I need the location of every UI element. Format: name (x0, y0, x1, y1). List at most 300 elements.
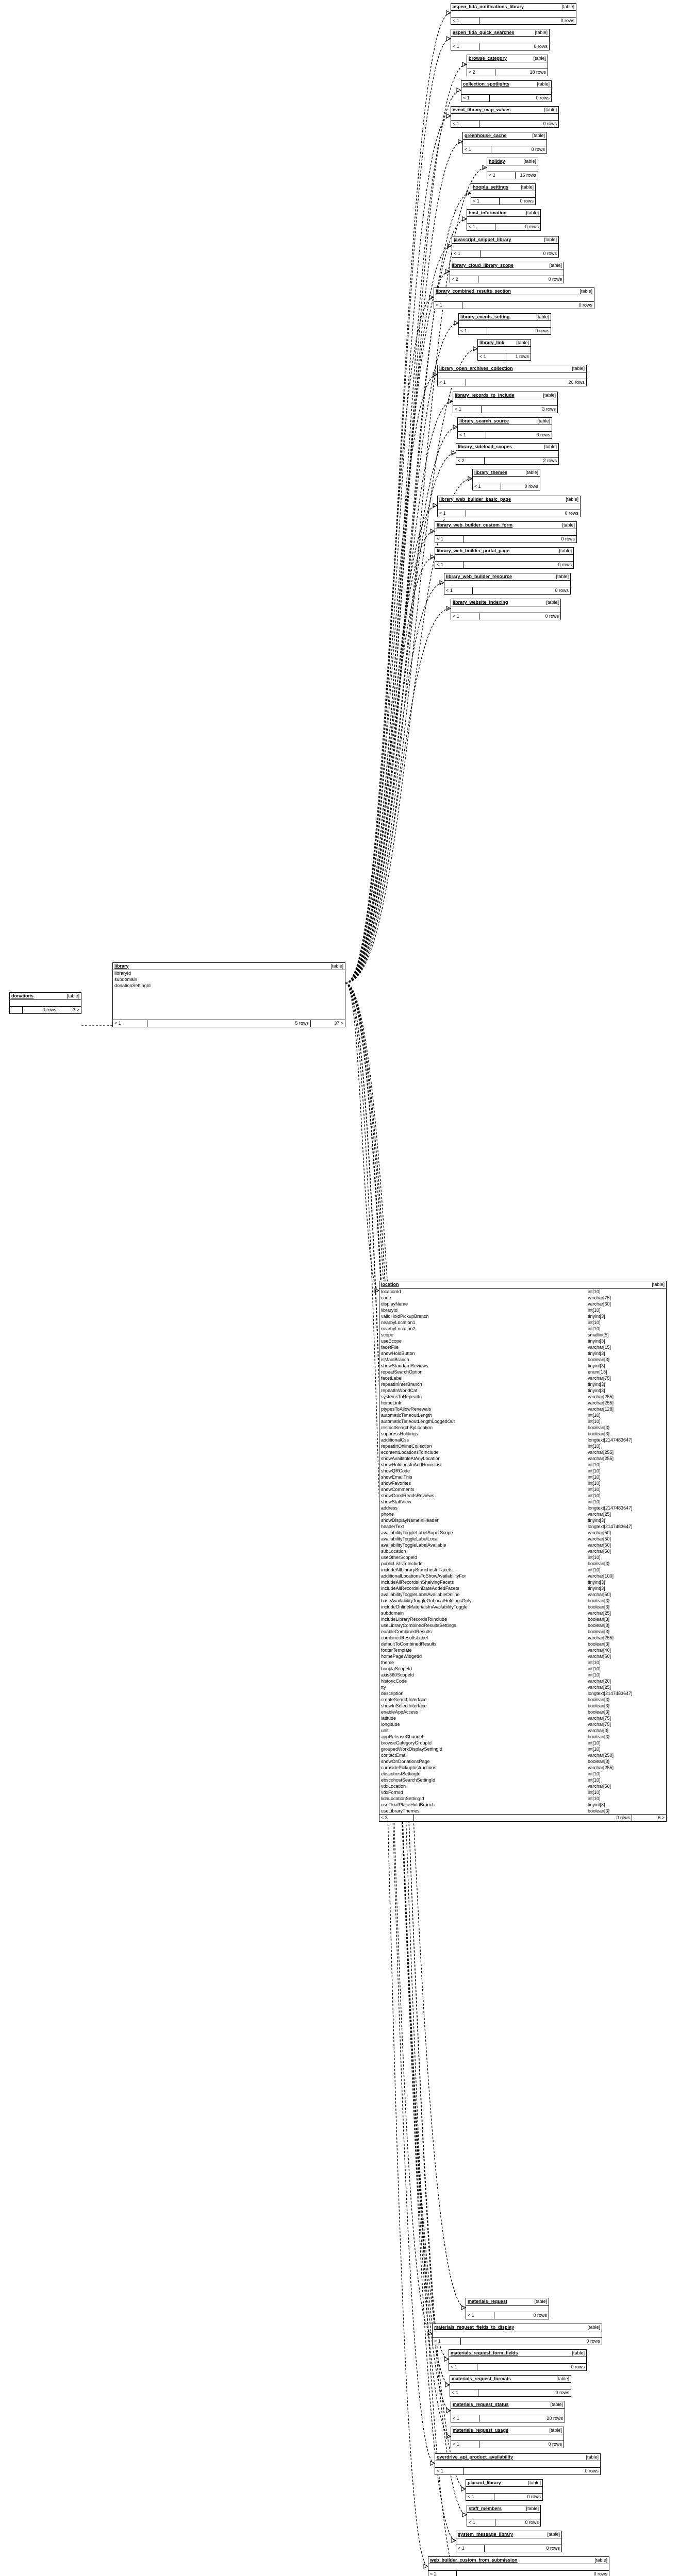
parent-count: 3 > (73, 1007, 79, 1012)
column-name: repeatInInterBranch (381, 1382, 422, 1387)
column-placeholder (453, 399, 557, 405)
column-type: tinyint[3] (588, 1586, 605, 1591)
column-row (379, 1387, 666, 1394)
column-type: varchar[50] (588, 1592, 611, 1597)
column-type: varchar[50] (588, 1654, 611, 1659)
column-name: showComments (381, 1487, 415, 1492)
column-row (478, 347, 531, 353)
table-name[interactable]: library_web_builder_basic_page (439, 497, 511, 502)
column-name: ptypesToAllowRenewals (381, 1406, 432, 1412)
column-name: facetLabel (381, 1376, 403, 1381)
column-row (379, 1295, 666, 1301)
table-name[interactable]: web_builder_custom_from_submission (430, 2557, 518, 2563)
column-type: boolean[3] (588, 1431, 610, 1436)
column-name: appReleaseChannel (381, 1734, 423, 1739)
column-type: boolean[3] (588, 1617, 610, 1622)
column-row (379, 1647, 666, 1653)
table-materials_request_formats[interactable] (450, 2375, 571, 2397)
table-tag: [table] (532, 133, 545, 138)
table-header (451, 4, 576, 11)
library-header (113, 963, 345, 970)
column-row (459, 321, 551, 327)
table-materials_request[interactable] (466, 2298, 549, 2319)
column-type: tinyint[3] (588, 1314, 605, 1319)
column-row (451, 2409, 565, 2415)
column-row (379, 1400, 666, 1406)
column-row (449, 2357, 586, 2363)
child-count: < 1 (467, 2519, 495, 2526)
column-type: varchar[25] (588, 1512, 611, 1517)
column-row (379, 1468, 666, 1474)
table-tag: [table] (525, 470, 538, 475)
table-header (451, 2427, 564, 2434)
table-name[interactable]: system_message_library (458, 2532, 514, 2537)
child-count: < 1 (461, 95, 490, 101)
column-name: repeatInWorldCat (381, 1388, 418, 1393)
column-placeholder (467, 62, 548, 69)
column-row (379, 1554, 666, 1561)
column-row (379, 1771, 666, 1777)
column-name: availabilityToggleLabelSuperScope (381, 1530, 453, 1535)
column-type: varchar[255] (588, 1400, 614, 1405)
column-name: ebscohostSettingId (381, 1771, 421, 1776)
table-event_library_map_values[interactable] (451, 106, 559, 128)
row-count: 2 rows (543, 458, 557, 463)
table-library_themes[interactable] (472, 469, 540, 490)
row-count: 0 rows (524, 484, 538, 489)
child-count: < 1 (466, 2494, 494, 2500)
table-browse_category[interactable] (467, 55, 548, 76)
column-type: tinyint[3] (588, 1518, 605, 1523)
column-row (379, 1523, 666, 1530)
column-name: includeAllLibraryBranchesInFacets (381, 1567, 453, 1572)
column-row (379, 1610, 666, 1616)
column-placeholder (435, 2461, 600, 2467)
table-name[interactable]: overdrive_api_product_availability (437, 2454, 514, 2460)
column-row (379, 1381, 666, 1387)
table-footer (451, 613, 560, 620)
table-library_sideload_scopes[interactable] (456, 443, 559, 465)
table-hoopla_settings[interactable] (471, 183, 536, 205)
table-library_events_setting[interactable] (458, 313, 551, 335)
column-name: availabilityToggleLabelAvailableOnline (381, 1592, 460, 1597)
table-tag: [table] (544, 237, 557, 242)
column-type: varchar[128] (588, 1406, 614, 1412)
table-footer (467, 2519, 540, 2526)
table-header (456, 444, 558, 451)
table-library_web_builder_resource[interactable] (444, 573, 571, 595)
column-type: int[10] (588, 1790, 601, 1795)
column-type: int[10] (588, 1493, 601, 1498)
column-row (379, 1591, 666, 1598)
row-count: 3 rows (542, 406, 556, 412)
table-name[interactable]: placard_library (468, 2480, 501, 2485)
column-placeholder (452, 244, 558, 250)
table-aspen_fida_qs[interactable] (451, 29, 550, 50)
row-count: 16 rows (520, 173, 536, 178)
table-tag: [table] (534, 2299, 547, 2304)
table-name[interactable]: javascript_snippet_library (454, 237, 511, 242)
column-row (463, 140, 546, 146)
table-overdrive_api_product_availability[interactable] (435, 2453, 601, 2475)
table-staff_members[interactable] (467, 2505, 541, 2527)
location-name[interactable]: location (381, 1282, 399, 1287)
column-name: validHoldPickupBranch (381, 1314, 429, 1319)
table-name[interactable]: library_link (479, 340, 505, 345)
column-placeholder (466, 2487, 542, 2493)
column-placeholder (438, 372, 586, 379)
row-count: 1 rows (515, 354, 529, 359)
table-name[interactable]: browse_category (469, 56, 507, 61)
column-row (456, 451, 558, 457)
table-footer (463, 146, 546, 153)
row-count: 0 rows (543, 251, 557, 256)
column-type: boolean[3] (588, 1598, 610, 1603)
table-aspen_fida[interactable] (451, 3, 576, 25)
column-row (451, 37, 549, 43)
column-row (379, 1795, 666, 1802)
table-header (459, 314, 551, 321)
column-type: tinyint[3] (588, 1363, 605, 1368)
column-name: showStandardReviews (381, 1363, 428, 1368)
row-count: 0 rows (593, 2571, 607, 2576)
column-type: boolean[3] (588, 1604, 610, 1609)
table-footer (451, 2415, 565, 2422)
table-name[interactable]: collection_spotlights (463, 81, 510, 87)
child-count: < 2 (467, 69, 495, 76)
column-row (453, 399, 557, 405)
table-library_open_archives_collection[interactable] (437, 365, 587, 386)
table-name[interactable]: library_open_archives_collection (439, 366, 513, 371)
table-footer (478, 353, 531, 360)
table-library[interactable] (112, 962, 345, 1027)
table-name[interactable]: library_website_indexing (453, 600, 508, 605)
table-library_web_builder_custom_form[interactable] (435, 521, 577, 543)
column-name: includeAllRecordsInDateAddedFacets (381, 1586, 459, 1591)
column-row (379, 1740, 666, 1746)
child-count: < 1 (466, 2312, 494, 2319)
column-row (451, 114, 558, 120)
column-name: nearbyLocation2 (381, 1326, 416, 1331)
column-placeholder (466, 2306, 549, 2312)
row-count: 20 rows (546, 2416, 563, 2421)
column-name: baseAvailabilityToggleOnLocalHoldingsOnly (381, 1598, 472, 1603)
column-type: smallint[5] (588, 1332, 609, 1337)
column-type: longtext[2147483647] (588, 1524, 633, 1529)
column-placeholder (451, 114, 558, 120)
column-type: varchar[50] (588, 1549, 611, 1554)
child-count: < 1 (471, 198, 500, 205)
table-tag: [table] (587, 2325, 600, 2330)
table-name[interactable]: host_information (469, 210, 507, 215)
row-count: 0 rows (555, 2390, 569, 2395)
column-name: showOnDonationsPage (381, 1759, 430, 1764)
column-type: boolean[3] (588, 1425, 610, 1430)
table-header (451, 599, 560, 606)
column-type: int[10] (588, 1308, 601, 1313)
table-materials_request_usage[interactable] (451, 2427, 564, 2448)
table-name[interactable]: library_web_builder_custom_form (437, 522, 513, 528)
table-name[interactable]: event_library_map_values (453, 107, 511, 112)
table-header (466, 2480, 542, 2487)
table-materials_request_status[interactable] (451, 2401, 565, 2422)
table-footer (444, 587, 570, 594)
column-type: boolean[3] (588, 1629, 610, 1634)
table-library_link[interactable] (477, 339, 531, 361)
column-name: theme (381, 1660, 394, 1665)
table-library_search_source[interactable] (457, 417, 552, 439)
table-name[interactable]: greenhouse_cache (465, 133, 507, 138)
column-row (471, 191, 535, 197)
table-footer (467, 69, 548, 76)
column-placeholder (478, 347, 531, 353)
table-placard_library[interactable] (466, 2479, 543, 2501)
table-name[interactable]: library_search_source (459, 418, 509, 423)
column-name: contactEmail (381, 1753, 408, 1758)
column-row (113, 976, 345, 982)
column-name: historicCode (381, 1679, 407, 1684)
child-count: < 1 (458, 432, 486, 438)
column-row (379, 1727, 666, 1734)
column-row (379, 1672, 666, 1678)
table-footer (438, 510, 580, 517)
column-row (379, 1505, 666, 1511)
table-location[interactable] (379, 1281, 667, 1822)
column-placeholder (451, 11, 576, 17)
row-count: 0 rows (571, 2364, 585, 2369)
table-header (435, 2454, 600, 2461)
column-placeholder (451, 2409, 565, 2415)
column-row (10, 1000, 81, 1006)
column-row (379, 1802, 666, 1808)
child-count: < 1 (459, 328, 487, 334)
column-placeholder (435, 529, 576, 535)
column-type: boolean[3] (588, 1357, 610, 1362)
column-type: varchar[75] (588, 1376, 611, 1381)
row-count: 0 rows (525, 2520, 539, 2525)
child-count: < 1 (451, 121, 479, 127)
table-donations[interactable] (9, 992, 81, 1014)
table-header (487, 158, 538, 165)
column-row (379, 1511, 666, 1517)
child-count: < 1 (444, 587, 473, 594)
child-count: < 1 (478, 353, 506, 360)
table-collection_spotlights[interactable] (461, 80, 552, 102)
child-count: < 1 (487, 172, 516, 179)
table-tag: [table] (544, 444, 557, 449)
column-type: int[10] (588, 1468, 601, 1473)
child-count: < 1 (434, 302, 462, 309)
table-tag: [table] (556, 2376, 569, 2381)
table-name[interactable]: library_web_builder_resource (446, 574, 512, 579)
column-row (379, 1357, 666, 1363)
table-greenhouse_cache[interactable] (462, 132, 547, 154)
table-name[interactable]: aspen_fida_notifications_library (453, 4, 524, 9)
table-footer (456, 457, 558, 464)
table-holiday[interactable] (487, 158, 538, 179)
column-row (379, 1462, 666, 1468)
column-type: varchar[250] (588, 1753, 614, 1758)
table-name[interactable]: library_records_to_include (455, 393, 515, 398)
column-name: showGoodReadsReviews (381, 1493, 435, 1498)
table-name[interactable]: library_combined_results_section (436, 289, 511, 294)
table-footer (450, 276, 564, 283)
column-name: vdxFormId (381, 1790, 403, 1795)
column-row (379, 1326, 666, 1332)
column-name: libraryId (114, 971, 131, 976)
table-footer (453, 405, 557, 413)
table-name[interactable]: materials_request_form_fields (451, 2350, 518, 2355)
table-tag: [table] (556, 574, 569, 579)
table-name[interactable]: aspen_fida_quick_searches (453, 30, 515, 35)
column-row (379, 1406, 666, 1412)
column-spacer (113, 989, 345, 1020)
column-type: int[10] (588, 1413, 601, 1418)
table-header (466, 2298, 549, 2306)
table-name[interactable]: holiday (489, 159, 505, 164)
column-type: longtext[2147483647] (588, 1505, 633, 1511)
table-footer (451, 43, 549, 50)
column-row (379, 1561, 666, 1567)
column-type: boolean[3] (588, 1641, 610, 1647)
column-name: suppressHoldings (381, 1431, 418, 1436)
table-footer (435, 2467, 600, 2475)
table-materials_request_fields_to_display[interactable] (432, 2324, 602, 2345)
table-library_combined_results_section[interactable] (434, 287, 594, 309)
library-name[interactable]: library (114, 963, 129, 969)
table-name[interactable]: library_sideload_scopes (458, 444, 512, 449)
table-tag: [table] (535, 30, 548, 35)
table-library_website_indexing[interactable] (451, 599, 561, 620)
table-name[interactable]: library_themes (474, 470, 508, 475)
table-web_builder_custom_from_submission[interactable] (428, 2556, 609, 2576)
column-row (379, 1548, 666, 1554)
table-library_cloud_library_scope[interactable] (450, 262, 564, 283)
column-row (379, 1375, 666, 1381)
column-row (113, 982, 345, 989)
column-placeholder (10, 1000, 81, 1006)
table-name[interactable]: library_events_setting (460, 314, 510, 319)
column-row (379, 1629, 666, 1635)
column-row (450, 269, 564, 276)
table-tag: [table] (561, 4, 574, 9)
table-footer (456, 2545, 561, 2552)
table-name[interactable]: hoopla_settings (473, 184, 509, 190)
column-name: subLocation (381, 1549, 406, 1554)
column-name: showHoldingsInAndHoursList (381, 1462, 442, 1467)
column-row (467, 2513, 540, 2519)
column-name: nearbyLocation1 (381, 1320, 416, 1325)
column-row (379, 1777, 666, 1783)
column-name: displayName (381, 1301, 408, 1307)
table-footer (452, 250, 558, 257)
column-name: footerTemplate (381, 1648, 412, 1653)
table-library_records_to_include[interactable] (453, 392, 558, 413)
column-name: phone (381, 1512, 394, 1517)
column-type: int[10] (588, 1555, 601, 1560)
column-row (466, 2487, 542, 2493)
column-row (379, 1350, 666, 1357)
column-row (379, 1542, 666, 1548)
table-name[interactable]: materials_request_usage (453, 2428, 509, 2433)
table-name[interactable]: materials_request_formats (452, 2376, 511, 2381)
column-type: varchar[255] (588, 1456, 614, 1461)
column-row (379, 1369, 666, 1375)
table-materials_request_form_fields[interactable] (449, 2349, 587, 2371)
column-name: useScope (381, 1338, 402, 1344)
donations-header (10, 993, 81, 1000)
column-type: int[10] (588, 1666, 601, 1671)
column-name: lidaLocationSettingId (381, 1796, 424, 1801)
table-footer (434, 301, 594, 309)
column-name: vdxLocation (381, 1784, 406, 1789)
table-footer (435, 561, 573, 568)
table-name[interactable]: library_web_builder_portal_page (437, 548, 510, 553)
table-library_web_builder_basic_page[interactable] (437, 496, 581, 517)
table-header (450, 262, 564, 269)
donations-name[interactable]: donations (11, 993, 34, 998)
column-row (379, 1480, 666, 1486)
column-name: locationId (381, 1289, 401, 1294)
table-host_information[interactable] (467, 209, 541, 231)
column-type: int[10] (588, 1740, 601, 1745)
row-count: 0 rows (543, 121, 557, 126)
column-name: description (381, 1691, 404, 1696)
child-count: < 1 (451, 2415, 479, 2422)
table-system_message_library[interactable] (456, 2531, 562, 2552)
column-name: showFavorites (381, 1481, 411, 1486)
column-name: latitude (381, 1716, 396, 1721)
column-row (379, 1443, 666, 1449)
column-row (379, 1641, 666, 1647)
column-placeholder (449, 2357, 586, 2363)
table-library_web_builder_portal_page[interactable] (435, 547, 574, 569)
table-header (473, 469, 540, 477)
column-type: int[10] (588, 1567, 601, 1572)
column-row (434, 295, 594, 301)
table-tag: [table] (594, 2557, 607, 2563)
table-name[interactable]: materials_request (468, 2299, 508, 2304)
column-type: int[10] (588, 1487, 601, 1492)
table-tag: [table] (562, 522, 575, 528)
column-name: availabilityToggleLabelLocal (381, 1536, 439, 1541)
column-type: int[10] (588, 1771, 601, 1776)
child-count: < 2 (456, 457, 485, 464)
table-javascript_snippet_library[interactable] (452, 236, 559, 258)
column-row (379, 1758, 666, 1765)
column-placeholder (461, 88, 551, 94)
column-placeholder (451, 606, 560, 613)
row-count: 0 rows (558, 562, 572, 567)
column-placeholder (473, 477, 540, 483)
column-type: boolean[3] (588, 1623, 610, 1628)
table-name[interactable]: library_cloud_library_scope (452, 263, 514, 268)
column-placeholder (433, 2331, 602, 2337)
row-count: 0 rows (578, 302, 592, 308)
column-type: varchar[40] (588, 1648, 611, 1653)
table-name[interactable]: staff_members (469, 2506, 502, 2511)
column-name: repeatInOnlineCollection (381, 1444, 432, 1449)
column-row (379, 1789, 666, 1795)
table-name[interactable]: materials_request_fields_to_display (434, 2325, 515, 2330)
column-type: int[10] (588, 1320, 601, 1325)
column-placeholder (471, 191, 535, 197)
child-count: < 1 (449, 2364, 477, 2370)
column-row (438, 503, 580, 510)
column-row (379, 1573, 666, 1579)
table-tag: [table] (547, 2532, 560, 2537)
table-name[interactable]: materials_request_status (453, 2402, 509, 2407)
